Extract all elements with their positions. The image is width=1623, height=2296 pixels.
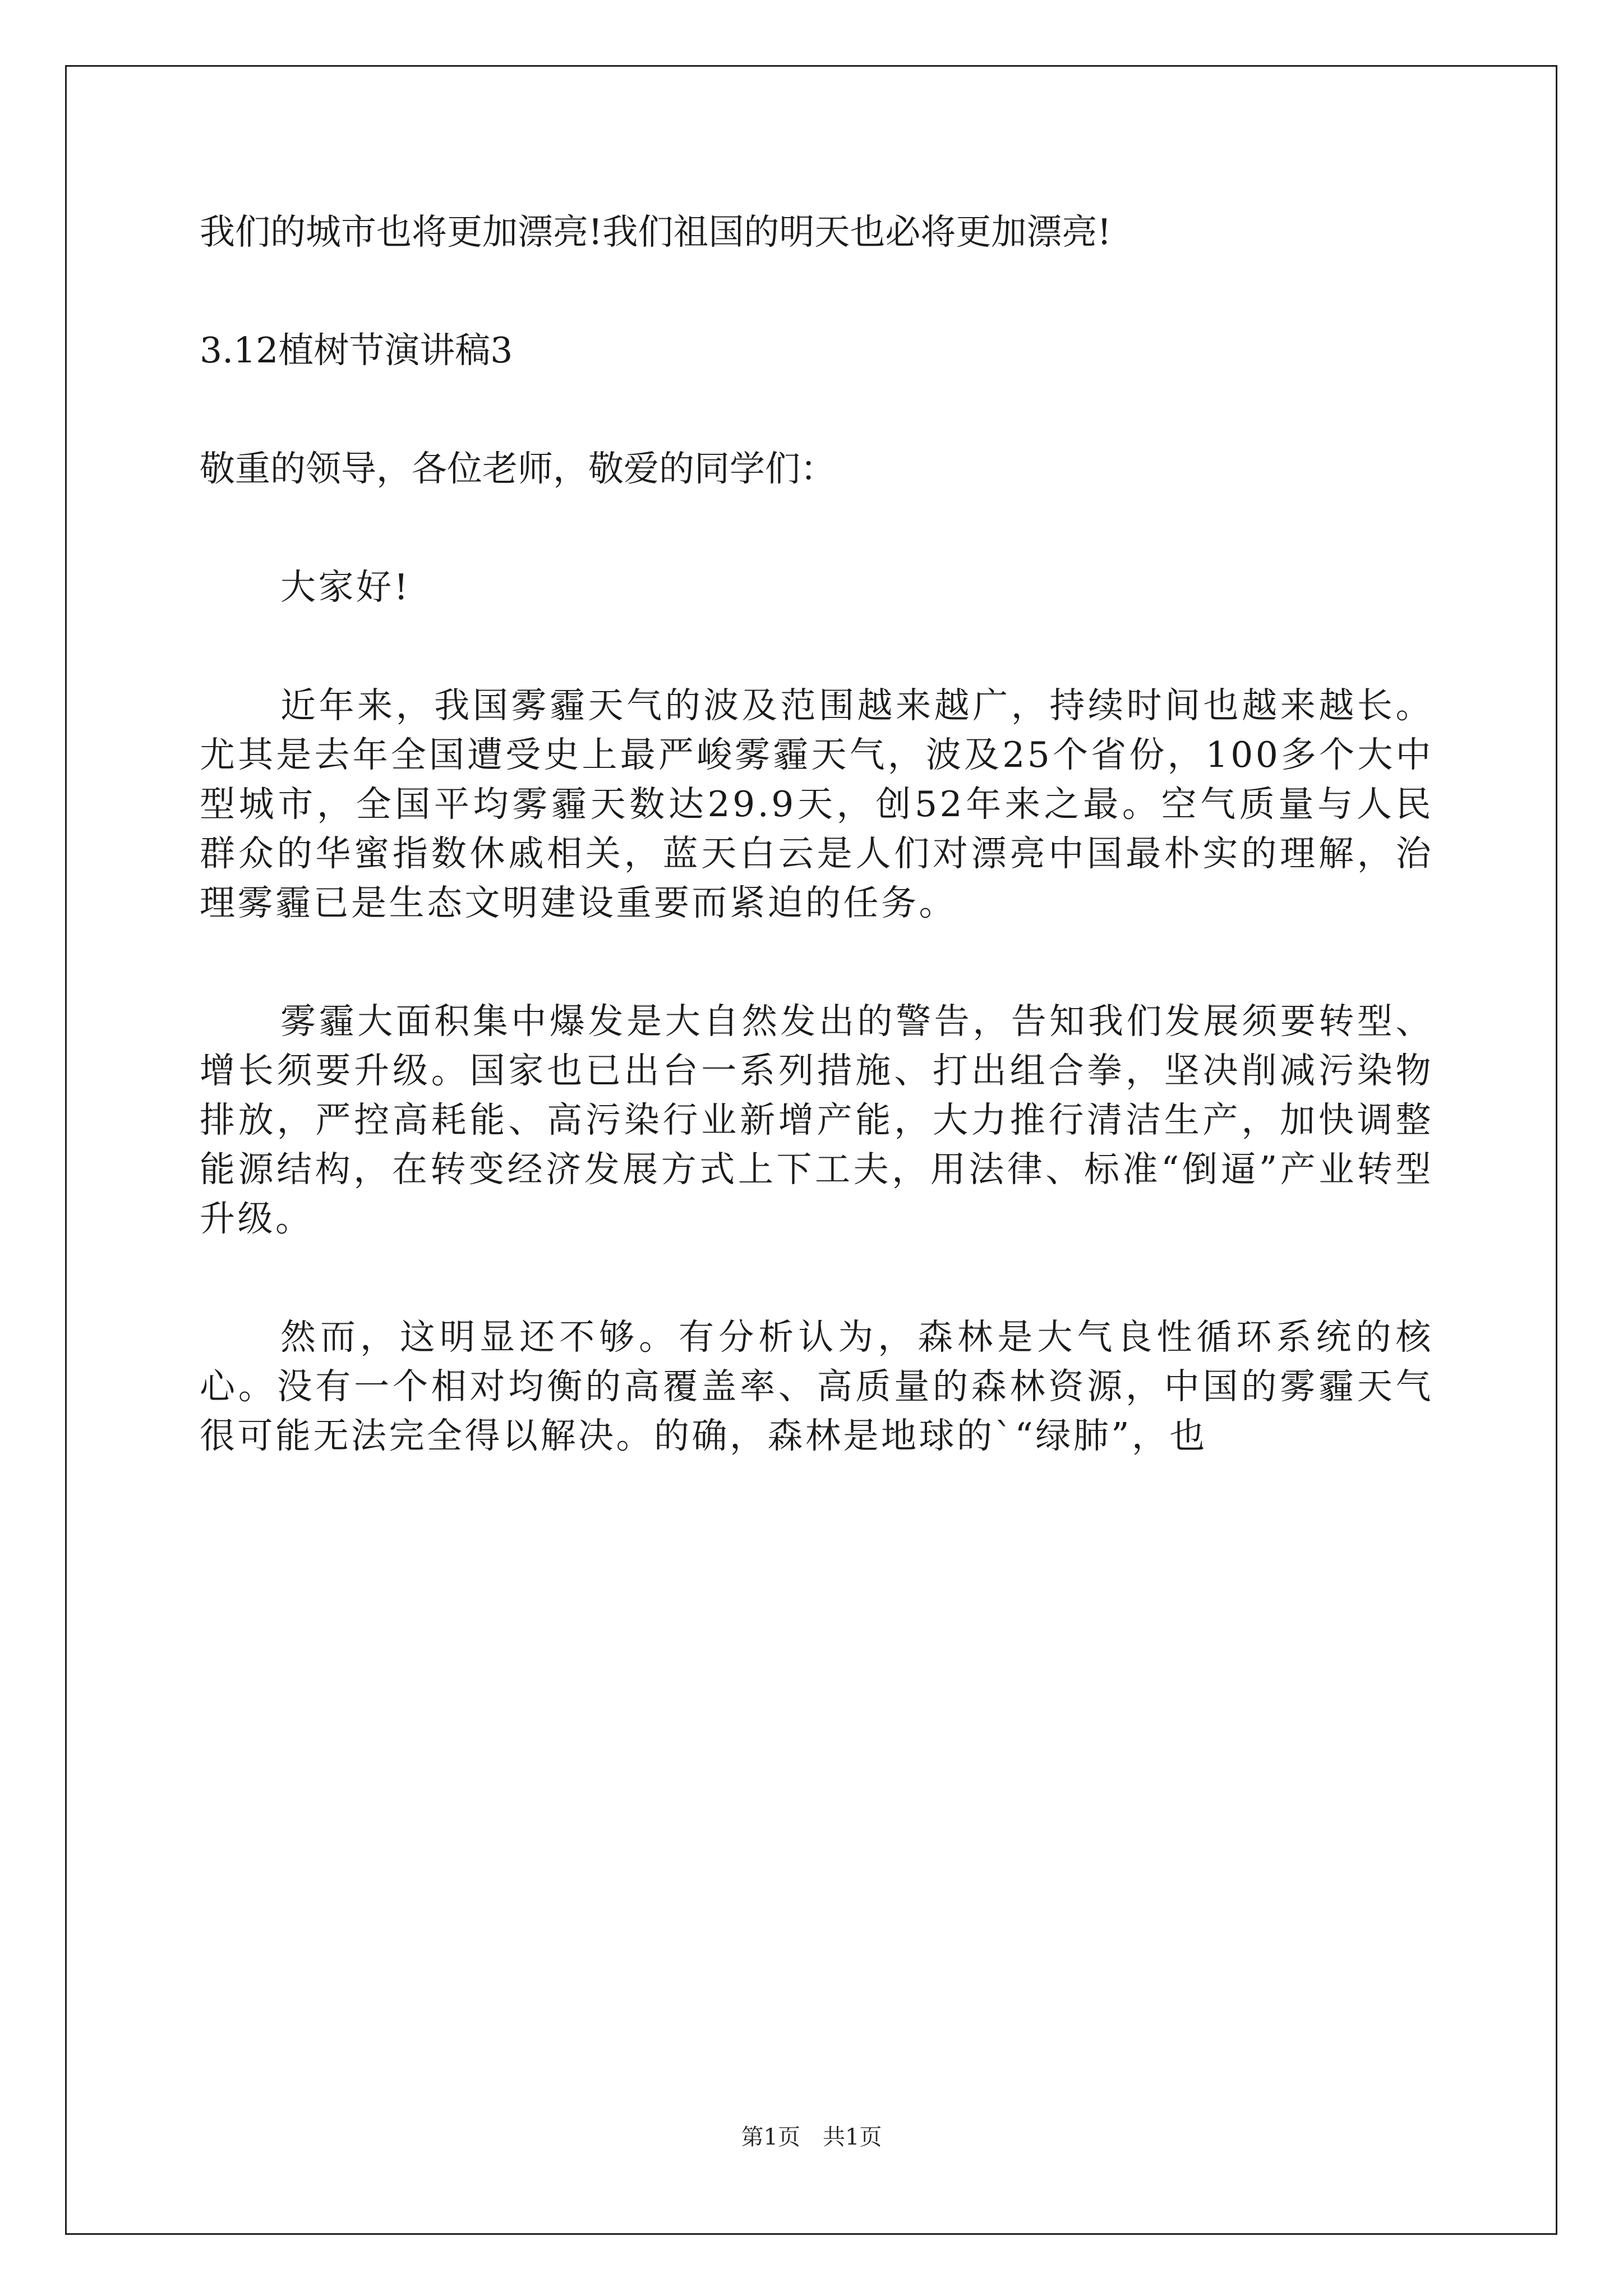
body-paragraph: 然而，这明显还不够。有分析认为，森林是大气良性循环系统的核心。没有一个相对均衡的高覆盖率、高质量的森林资源，中国的雾霾天气很可能无法完全得以解决。的确，森林是地球的`“绿肺”，也 [200,1317,1433,1456]
body-paragraph: 雾霾大面积集中爆发是大自然发出的警告，告知我们发展须要转型、增长须要升级。国家也已出台一系列措施、打出组合拳，坚决削减污染物排放，严控高耗能、高污染行业新增产能，大力推行清洁生产，加快调整能源结构，在转变经济发展方式上下工夫，用法律、标准“倒逼”产业转型升级。 [200,1001,1433,1239]
page-number-footer: 第1页 共1页 [741,2124,882,2150]
continuation-line: 我们的城市也将更加漂亮!我们祖国的明天也必将更加漂亮! [200,211,1112,252]
salutation: 敬重的领导，各位老师，敬爱的同学们： [200,448,836,489]
document-body [200,208,1433,1461]
greeting: 大家好! [280,567,411,608]
body-paragraph: 近年来，我国雾霾天气的波及范围越来越广，持续时间也越来越长。尤其是去年全国遭受史上最严峻雾霾天气，波及25个省份，100多个大中型城市，全国平均雾霾天数达29.9天，创52年来之最。空气质量与人民群众的华蜜指数休戚相关，蓝天白云是人们对漂亮中国最朴实的理解，治理雾霾已是生态文明建设重要而紧迫的任务。 [200,685,1433,923]
section-heading: 3.12植树节演讲稿3 [200,330,513,371]
